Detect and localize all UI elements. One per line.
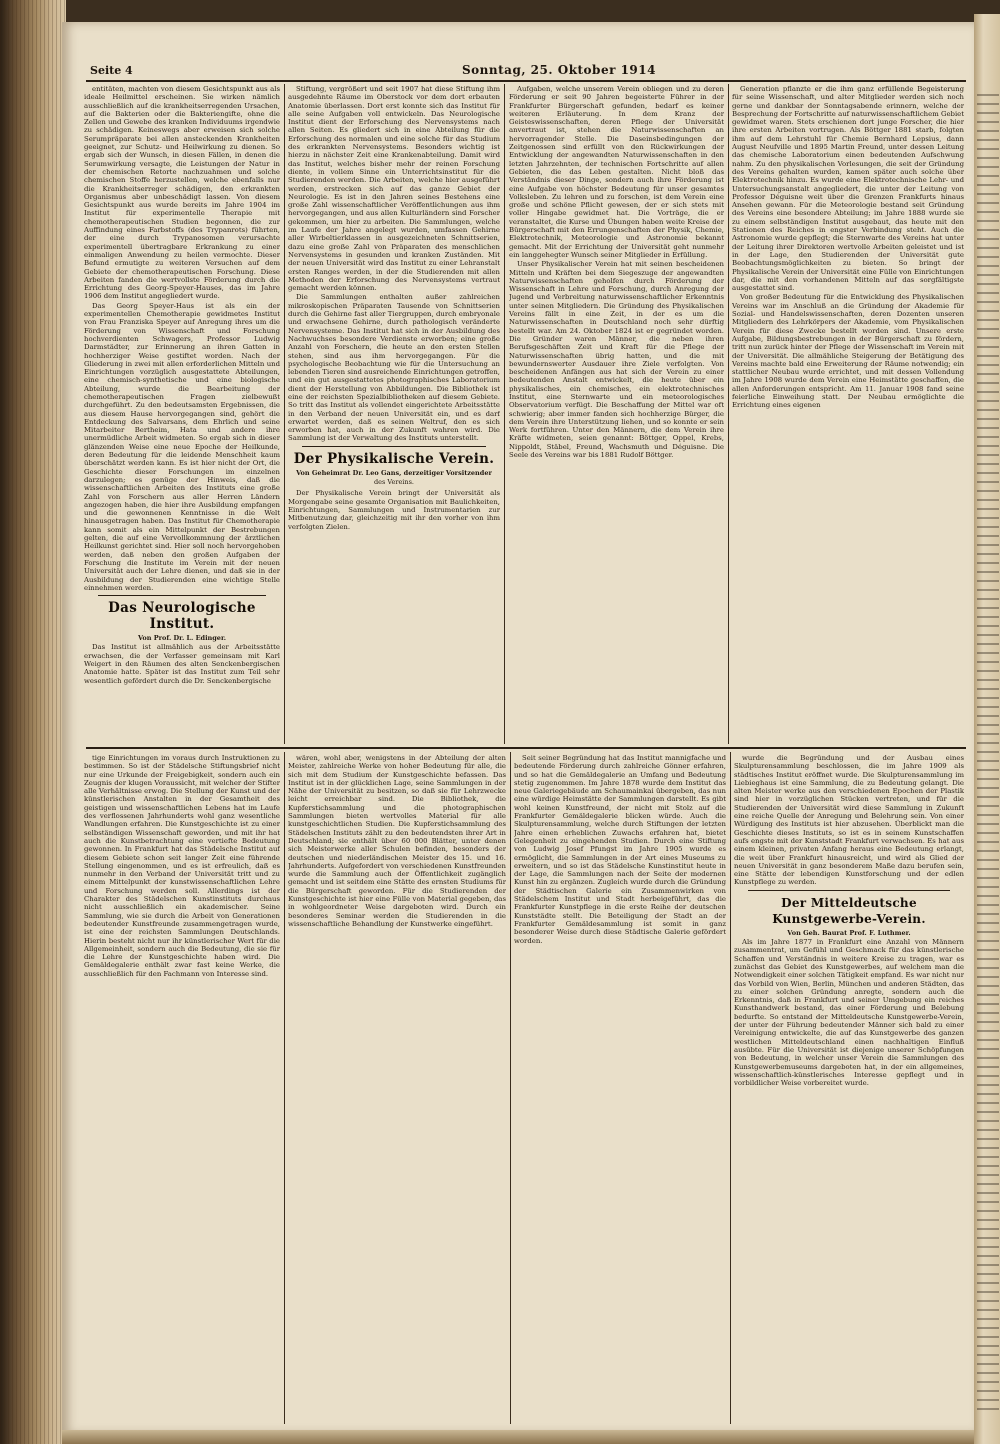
column-divider	[284, 84, 285, 744]
article-text: Aufgaben, welche unserem Verein obliegen und zu deren Förderung er seit 90 Jahren begeisterte Führer in der Frankfurter Bürgerschaft gefunden, bedarf es keiner weiteren Erläuterung. In dem Kranz der Geisteswissenschaften, deren Pflege der Universität anvertraut ist, stehen die Naturwissenschaften an hervorragender Stelle. Die Daseinsbedingungen der Zeitgenossen sind erfüllt von den Rückwirkungen der Entwicklung der angewandten Naturwissenschaften in den letzten Jahrzehnten, der technischen Fortschritte auf allen Gebieten, die das Leben gestalten. Nicht bloß das Verständnis dieser Dinge, sondern auch ihre Förderung ist eine Aufgabe von höchster Bedeutung für unser gesamtes Volksleben. Zu lehren und zu forschen, ist dem Verein eine große und schöne Pflicht gewesen, der er sich stets mit voller Hingabe gewidmet hat. Die Vorträge, die er veranstaltet, die Kurse und Übungen haben weite Kreise der Bürgerschaft mit den Errungenschaften der Physik, Chemie, Elektrotechnik, Meteorologie und Astronomie bekannt gemacht. Mit der Errichtung der Universität geht nunmehr ein langgehegter Wunsch seiner Mitglieder in Erfüllung.	[509, 85, 724, 259]
article-text: Das Institut ist allmählich aus der Arbeitsstätte erwachsen, die der Verfasser gemeinsam mit Karl Weigert in den Räumen des alten Senckenbergischen Anatomie hatte. Später ist das Institut zum Teil sehr wesentlich gefördert durch die Dr. Senckenbergische	[84, 643, 280, 685]
page-header	[80, 62, 960, 82]
column-divider	[510, 752, 511, 1424]
column-2-lower	[288, 754, 506, 1422]
article-divider	[748, 890, 950, 891]
article-text: Generation pflanzte er die ihm ganz erfüllende Begeisterung für seine Wissenschaft, und alter Mitglieder werden sich noch gerne und dankbar der Sonntagsabende erinnern, welche der Besprechung der Fortschritte auf naturwissenschaftlichem Gebiet gewidmet waren. Stets erschienen dort junge Forscher, die hier ihre ersten Arbeiten vortrugen. Als Böttger 1881 starb, folgten ihm auf dem Lehrstuhl für Chemie Bernhard Lepsius, dann August Neufville und 1895 Martin Freund, unter dessen Leitung das chemische Laboratorium einen bedeutenden Aufschwung nahm. Zu den physikalischen Vorlesungen, die seit der Gründung des Vereins gehalten wurden, kamen später auch solche über Elektrotechnik hinzu. Es wurde eine Elektrotechnische Lehr- und Untersuchungsanstalt angegliedert, die unter der Leitung von Professor Déguisne weit über die Grenzen Frankfurts hinaus Ansehen gewann. Für die Meteorologie bestand seit Gründung des Vereins eine besondere Abteilung; im Jahre 1888 wurde sie zu einem selbständigen Institut ausgebaut, das heute mit den Stationen des Reiches in engster Verbindung steht. Auch die Astronomie wurde gepflegt; die Sternwarte des Vereins hat unter der Leitung ihrer Direktoren wertvolle Arbeiten geleistet und ist in der Lage, den Studierenden der Universität gute Beobachtungsmöglichkeiten zu bieten. So bringt der Physikalische Verein der Universität eine Fülle von Einrichtungen dar, die mit den vorhandenen Mitteln auf das sorgfältigste ausgestattet sind.	[732, 85, 964, 293]
section-rule	[86, 747, 966, 749]
article-text: wurde die Begründung und der Ausbau eines Skulpturensammlung beschlossen, die im Jahre 1909 als städtisches Institut eröffnet wurde. Die Skulpturensammlung im Liebieghaus ist eine Sammlung, die zu Bedeutung gelangt. Die alten Meister werke aus den verschiedenen Epochen der Plastik sind hier in vorzüglichen Stücken vertreten, und für die Studierenden der Universität wird diese Sammlung in Zukunft eine reiche Quelle der Anregung und Belehrung sein. Von einer Würdigung des Instituts ist hier abzusehen. Überblickt man die Geschichte dieses Instituts, so ist es in seinem Kunstschaffen aufs engste mit der Kunststadt Frankfurt verwachsen. Es hat aus einem kleinen, privaten Anfang heraus eine Bedeutung erlangt, die weit über Frankfurt hinausreicht, und wird als Glied der neuen Universität in ganz besonderem Maße dazu berufen sein, eine Stätte der lebendigen Kunstforschung und der edlen Kunstpflege zu werden.	[734, 754, 964, 887]
article-text: Als im Jahre 1877 in Frankfurt eine Anzahl von Männern zusammentrat, um Gefühl und Geschmack für das künstlerische Schaffen und Verständnis in weitere Kreise zu tragen, war es zunächst das Gebiet des Kunstgewerbes, auf welchem man die Notwendigkeit einer solchen Tätigkeit empfand. Es war nicht nur das Vorbild von Wien, Berlin, München und anderen Städten, das zu einer solchen Gründung anregte, sondern auch die Erkenntnis, daß in Frankfurt und seiner Umgebung ein reiches Kunsthandwerk bestand, das einer Förderung und Belebung bedurfte. So entstand der Mitteldeutsche Kunstgewerbe-Verein, der unter der Führung bedeutender Männer sich bald zu einer Vereinigung entwickelte, die auf das Kunstgewerbe des ganzen westlichen Mitteldeutschland einen nachhaltigen Einfluß ausübte. Für die Universität ist diejenige unserer Schöpfungen von Bedeutung, in welcher unser Verein die Sammlungen des Kunstgewerbemuseums dargeboten hat, in der ein allgemeines, wissenschaftlich-künstlerisches Interesse gepflegt und in vorbildlicher Weise vorbereitet wurde.	[734, 938, 964, 1088]
header-rule	[86, 80, 966, 82]
article-byline: Von Geheimrat Dr. Leo Gans, derzeitiger Vorsitzender	[296, 468, 492, 477]
article-text: tige Einrichtungen im voraus durch Instruktionen zu bestimmen. So ist der Städelsche Stiftungsbrief nicht nur eine Urkunde der Freigebigkeit, sondern auch ein Zeugnis der klugen Voraussicht, mit welcher der Stifter alle Verhältnisse erwog. Die Stellung der Kunst und der künstlerischen Anstalten in der Gesamtheit des geistigen und wissenschaftlichen Lebens hat im Laufe des verflossenen Jahrhunderts wohl ganz wesentliche Wandlungen erfahren. Die Kunstgeschichte ist zu einer selbständigen Wissenschaft geworden, und mit ihr hat auch die Kunstbetrachtung eine vertiefte Bedeutung gewonnen. In Frankfurt hat das Städelsche Institut auf diesem Gebiete schon seit langer Zeit eine führende Stellung eingenommen, und es ist erfreulich, daß es nunmehr in den Verband der Universität tritt und zu einem Mittelpunkt der kunstwissenschaftlichen Lehre und Forschung werden soll. Allerdings ist der Charakter des Städelschen Kunstinstituts durchaus nicht ausschließlich ein akademischer. Seine Sammlung, wie sie durch die Arbeit von Generationen bedeutender Kunstfreunde zusammengetragen wurde, ist eine der reichsten Sammlungen Deutschlands. Hierin besteht nicht nur ihr künstlerischer Wert für die Allgemeinheit, sondern auch die Bedeutung, die sie für die Lehre der Kunstgeschichte haben wird. Die Gemäldegalerie enthält zwar fast keine Werke, die ausschließlich für den Fachmann von Interesse sind.	[84, 754, 280, 978]
column-3-upper	[509, 85, 724, 743]
issue-date: Sonntag, 25. Oktober 1914	[462, 63, 656, 77]
column-2-upper	[288, 85, 500, 743]
article-byline-suffix: des Vereins.	[374, 478, 414, 487]
article-text: Die Sammlungen enthalten außer zahlreichen mikroskopischen Präparaten Tausende von Schnittserien durch die Gehirne fast aller Tiergruppen, durch embryonale und erwachsene Gehirne, durch pathologisch veränderte Nervensysteme. Das Institut hat sich in der Ausbildung des Nachwuchses besondere Verdienste erworben; eine große Anzahl von Forschern, die heute an den ersten Stellen stehen, sind aus ihm hervorgegangen. Für die psychologische Beobachtung wie für die Untersuchung an lebenden Tieren sind ausreichende Einrichtungen getroffen, und ein gut ausgestattetes photographisches Laboratorium dient der Herstellung von Abbildungen. Die Bibliothek ist eine der reichsten Spezialbibliotheken auf diesem Gebiete. So tritt das Institut als vollendet eingerichtete Arbeitsstätte in den Verband der neuen Universität ein, und es darf erwartet werden, daß es seinen Weltruf, den es sich erworben hat, auch in der Zukunft wahren wird. Die Sammlung ist der Verwaltung des Instituts unterstellt.	[288, 293, 500, 443]
article-text: Stiftung, vergrößert und seit 1907 hat diese Stiftung ihm ausgedehnte Räume im Oberstock vor dem dort erbauten Anatomie überlassen. Dort erst konnte sich das Institut für alle seine Aufgaben voll entwickeln. Das Neurologische Institut dient der Erforschung des Nervensystems nach allen Seiten. Es gliedert sich in eine Abteilung für die Erforschung des normalen und eine solche für das Studium des erkrankten Nervensystems. Besonders wichtig ist hierzu in nächster Zeit eine Krankenabteilung. Damit wird das Institut, welches bisher mehr der reinen Forschung diente, in vollem Sinne ein Unterrichtsinstitut für die Studierenden werden. Die Arbeiten, welche hier ausgeführt werden, erstrecken sich auf das ganze Gebiet der Neurologie. Es ist in den Jahren seines Bestehens eine große Zahl wissenschaftlicher Veröffentlichungen aus ihm hervorgegangen, und aus allen Kulturländern sind Forscher gekommen, um hier zu arbeiten. Die Sammlungen, welche im Laufe der Jahre angelegt wurden, umfassen Gehirne aller Wirbeltierklassen in ausgezeichneten Schnittserien, dazu eine große Zahl von Präparaten des menschlichen Nervensystems in gesunden und kranken Zuständen. Mit der neuen Universität wird das Institut zu einer Lehranstalt ersten Ranges werden, in der die Studierenden mit allen Methoden der Erforschung des Nervensystems vertraut gemacht werden können.	[288, 85, 500, 293]
article-divider	[98, 595, 266, 596]
article-heading: Der Physikalische Verein.	[293, 450, 495, 467]
column-4-upper	[732, 85, 964, 743]
book-spine	[0, 0, 66, 1444]
article-text: entitäten, machten von diesem Gesichtspunkt aus als ideale Heilmittel erscheinen. Sie wirken nämlich ausschließlich auf die krankheitserregenden Ursachen, auf die Bakterien oder die Bakteriengifte, ohne die Zellen und Gewebe des kranken Individuums irgendwie zu schädigen. Keineswegs aber erweisen sich solche Serumpräparate bei allen ansteckenden Krankheiten geeignet, zur Schutz- und Heilwirkung zu dienen. So ergab sich der Wunsch, in diesen Fällen, in denen die Serumwirkung versagte, die Leistungen der Natur in der chemischen Retorte nachzuahmen und solche chemischen Stoffe herzustellen, welche ebenfalls nur die Krankheitserreger schädigen, den erkrankten Organismus aber unbeschädigt lassen. Von diesem Gesichtspunkt aus wurde bereits im Jahre 1904 im Institut für experimentelle Therapie mit chemotherapeutischen Studien begonnen, die zur Auffindung eines Farbstoffs (des Trypanrots) führten, der eine durch Trypanosomen verursachte experimentell übertragbare Erkrankung zu einer einmaligen Anwendung zu heilen vermochte. Dieser Befund ermutigte zu weiteren Versuchen auf dem Gebiete der chemotherapeutischen Forschung. Diese Arbeiten fanden die wertvollste Förderung durch die Errichtung des Georg-Speyer-Hauses, das im Jahre 1906 dem Institut angegliedert wurde.	[84, 85, 280, 301]
column-1-upper	[84, 85, 280, 743]
article-text: Seit seiner Begründung hat das Institut mannigfache und bedeutende Förderung durch zahlreiche Gönner erfahren, und so hat die Gemäldegalerie an Umfang und Bedeutung stetig zugenommen. Im Jahre 1878 wurde dem Institut das neue Galeriegebäude am Schaumainkai übergeben, das nun eine würdige Heimstätte der Sammlungen darstellt. Es gibt wohl keinen Kunstfreund, der nicht mit Stolz auf die Frankfurter Gemäldegalerie blicken würde. Auch die Skulpturensammlung, welche durch Stiftungen der letzten Jahre einen erheblichen Zuwachs erfahren hat, bietet Gelegenheit zu eingehenden Studien. Durch eine Stiftung von Ludwig Josef Pfungst im Jahre 1905 wurde es ermöglicht, die Sammlungen in der Art eines Museums zu erweitern, und so ist das Städelsche Kunstinstitut heute in der Lage, die Sammlungen nach der Seite der modernen Kunst hin zu ergänzen. Zugleich wurde durch die Gründung der Städtischen Galerie ein Zusammenwirken von Städelschem Institut und Stadt herbeigeführt, das die Frankfurter Kunstpflege in die erste Reihe der deutschen Kunststädte stellt. Die Beteiligung der Stadt an der Frankfurter Gemäldesammlung ist somit in ganz besonderer Weise durch diese Städtische Galerie gefördert worden.	[514, 754, 726, 945]
article-text: wären, wohl aber, wenigstens in der Abteilung der alten Meister, zahlreiche Werke von hoher Bedeutung für alle, die sich mit dem Studium der Kunstgeschichte befassen. Das Institut ist in der glücklichen Lage, seine Sammlungen in der Nähe der Universität zu besitzen, so daß sie für Lehrzwecke leicht erreichbar sind. Die Bibliothek, die Kupferstichsammlung und die photographischen Sammlungen bieten wertvolles Material für alle kunstgeschichtlichen Studien. Die Kupferstichsammlung des Städelschen Instituts zählt zu den bedeutendsten ihrer Art in Deutschland; sie enthält über 60 000 Blätter, unter denen sich Meisterwerke aller Schulen befinden, besonders der deutschen und niederländischen Meister des 15. und 16. Jahrhunderts. Aufgefordert von verschiedenen Kunstfreunden wurde die Sammlung auch der Öffentlichkeit zugänglich gemacht und ist seitdem eine Stätte des ernsten Studiums für die Bürgerschaft geworden. Für die Studierenden der Kunstgeschichte ist hier eine Fülle von Material gegeben, das in wohlgeordneter Weise dargeboten wird. Durch ein besonderes Seminar werden die Studierenden in die wissenschaftliche Behandlung der Kunstwerke eingeführt.	[288, 754, 506, 928]
article-text: Das Georg Speyer-Haus ist als ein der experimentellen Chemotherapie gewidmetes Institut von Frau Franziska Speyer auf Anregung ihres um die Förderung von Wissenschaft und Forschung hochverdienten Schwagers, Professor Ludwig Darmstädter, zur Erinnerung an ihren Gatten in hochherziger Weise gestiftet worden. Nach der Gliederung in zwei mit allen erforderlichen Mitteln und Einrichtungen vorzüglich ausgestattete Abteilungen, eine chemisch-synthetische und eine biologische Abteilung, wurde die Bearbeitung der chemotherapeutischen Fragen zielbewußt durchgeführt. Zu den bedeutsamsten Ergebnissen, die aus diesem Hause hervorgegangen sind, gehört die Entdeckung des Salvarsans, dem Ehrlich und seine Mitarbeiter Bertheim, Hata und andere ihre unermüdliche Arbeit widmeten. So ergab sich in dieser glänzenden Weise eine neue Epoche der Heilkunde, deren Bedeutung für die leidende Menschheit kaum überschätzt werden kann. Es ist hier nicht der Ort, die Geschichte dieser Forschungen im einzelnen darzulegen; es genüge der Hinweis, daß die wissenschaftlichen Arbeiten des Instituts eine große Zahl von Forschern aus aller Herren Ländern angezogen haben, die hier ihre Ausbildung empfangen und die gewonnenen Kenntnisse in die Welt hinausgetragen haben. Das Institut für Chemotherapie kann somit als ein Mittelpunkt der Bestrebungen gelten, die auf eine Vervollkommnung der ärztlichen Heilkunst gerichtet sind. Hier soll noch hervorgehoben werden, daß neben den großen Aufgaben der Forschung die Institute im Verein mit der neuen Universität auch der Lehre dienen, und daß sie in der Ausbildung der Studierenden eine wichtige Stelle einnehmen werden.	[84, 301, 280, 592]
page-bottom-edge	[62, 1430, 974, 1444]
article-text: Von großer Bedeutung für die Entwicklung des Physikalischen Vereins war im Anschluß an die Gründung der Akademie für Sozial- und Handelswissenschaften, deren Dozenten unseren Mitgliedern des Lehrkörpers der Akademie, vom Physikalischen Verein für diese Zwecke bestellt worden sind. Unsere erste Aufgabe, Bildungsbestrebungen in der Bürgerschaft zu fördern, tritt nun zurück hinter der Pflege der Wissenschaft im Verein mit der Universität. Die allmähliche Steigerung der Betätigung des Vereins machte bald eine Erweiterung der Räume notwendig; ein stattlicher Neubau wurde errichtet, und mit dessen Vollendung im Jahre 1908 wurde dem Verein eine Heimstätte geschaffen, die allen Anforderungen entspricht. Am 11. Januar 1908 fand seine feierliche Einweihung statt. Der Neubau ermöglichte die Errichtung eines eigenen	[732, 293, 964, 410]
article-text: Der Physikalische Verein bringt der Universität als Morgengabe seine gesamte Organisation mit Baulichkeiten, Einrichtungen, Sammlungen und Instrumentarien zur Mitbenutzung dar, gleichzeitig mit ihr den vorher von ihm verfolgten Zielen.	[288, 489, 500, 531]
column-4-lower	[734, 754, 964, 1422]
article-byline: Von Prof. Dr. L. Edinger.	[137, 634, 227, 643]
article-text: Unser Physikalischer Verein hat mit seinen bescheidenen Mitteln und Kräften bei dem Siegeszuge der angewandten Naturwissenschaften geholfen durch Förderung der Wissenschaft in Lehre und Forschung, durch Anregung der Jugend und Verbreitung naturwissenschaftlicher Erkenntnis unter seinen Mitgliedern. Die Gründung des Physikalischen Vereins fällt in eine Zeit, in der es um die Naturwissenschaften in Deutschland noch sehr dürftig bestellt war. Am 24. Oktober 1824 ist er gegründet worden. Die Gründer waren Männer, die neben ihren Berufsgeschäften Zeit und Kraft für die Pflege der Naturwissenschaften übrig hatten, und die mit bewundernswerter Ausdauer ihre Ziele verfolgten. Von bescheidenen Anfängen aus hat sich der Verein zu einer bedeutenden Anstalt entwickelt, die heute über ein physikalisches, ein chemisches, ein elektrotechnisches Institut, eine Sternwarte und ein meteorologisches Observatorium verfügt. Die Beschaffung der Mittel war oft schwierig; aber immer fanden sich hochherzige Bürger, die dem Verein ihre Unterstützung liehen, und so konnte er sein Werk fortführen. Unter den Männern, die dem Verein ihre Kräfte widmeten, seien genannt: Böttger, Oppel, Krebs, Nippoldt, Stäbel, Freund, Wachsmuth und Déguisne. Die Seele des Vereins war bis 1881 Rudolf Böttger.	[509, 260, 724, 460]
article-divider	[302, 446, 486, 447]
next-page-edge	[974, 14, 1000, 1444]
article-heading: Das Neurologische Institut.	[108, 600, 256, 633]
article-heading: Der Mitteldeutsche Kunstgewerbe-Verein.	[772, 895, 926, 926]
column-divider	[504, 84, 505, 744]
article-byline: Von Geh. Baurat Prof. F. Luthmer.	[787, 928, 911, 937]
page-number: Seite 4	[90, 64, 133, 77]
column-divider	[728, 84, 729, 744]
column-divider	[284, 752, 285, 1424]
column-3-lower	[514, 754, 726, 1422]
column-divider	[730, 752, 731, 1424]
column-1-lower	[84, 754, 280, 1422]
